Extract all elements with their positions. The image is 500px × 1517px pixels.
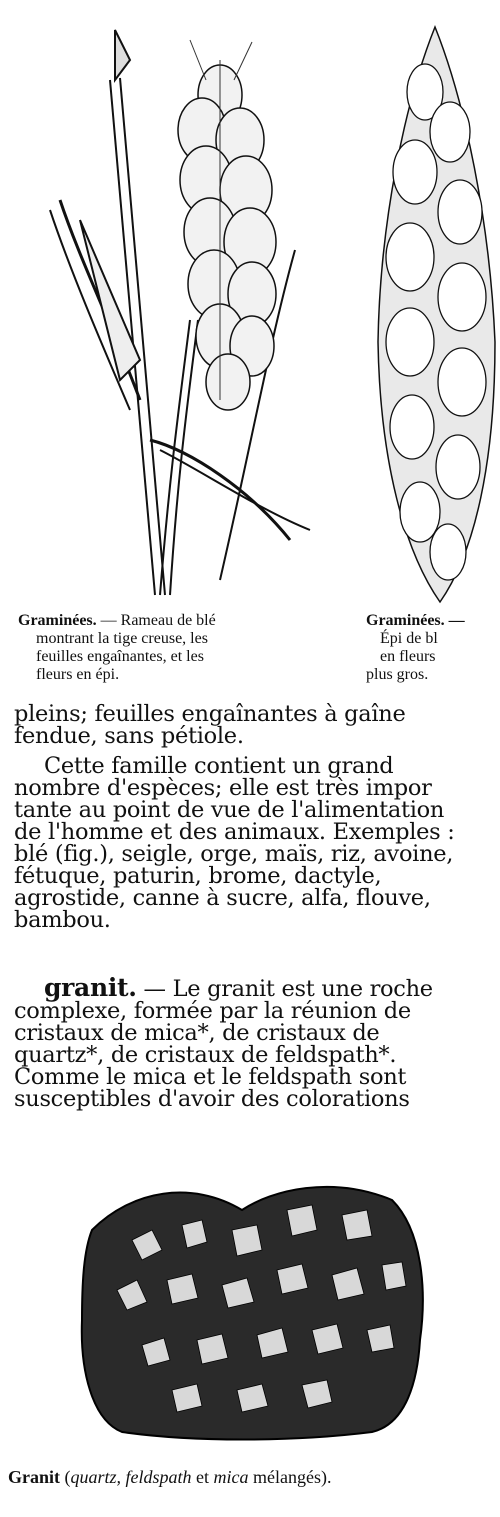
text-line: cristaux de mica*, de cristaux de xyxy=(14,1020,380,1046)
paren: ( xyxy=(64,1467,71,1487)
text-line: blé (fig.), seigle, orge, maïs, riz, avoine, xyxy=(14,841,454,867)
text-line: Cette famille contient un grand xyxy=(44,753,394,779)
headword-granit: granit. xyxy=(44,973,137,1002)
entry-granit xyxy=(14,973,500,1112)
caption-line: montrant la tige creuse, les xyxy=(36,630,208,647)
text-line: bambou. xyxy=(14,907,111,933)
text-line: susceptibles d'avoir des colorations xyxy=(14,1086,410,1112)
caption-line: plus gros. xyxy=(366,666,429,683)
caption-word: mélangés). xyxy=(253,1467,332,1487)
caption-line: en fleurs xyxy=(380,648,436,665)
text-line: fétuque, paturin, brome, dactyle, xyxy=(14,863,382,889)
caption-wheat-branch xyxy=(18,612,338,684)
caption-line: feuilles engaînantes, et les xyxy=(36,648,204,665)
paragraph-family xyxy=(14,755,500,931)
text-line: quartz*, de cristaux de feldspath*. xyxy=(14,1042,397,1068)
caption-term: Graminées. — xyxy=(366,612,465,629)
text-line: pleins; feuilles engaînantes à gaîne xyxy=(14,701,406,727)
caption-word: mica xyxy=(213,1467,249,1487)
text-line: agrostide, canne à sucre, alfa, flouve, xyxy=(14,885,431,911)
caption-granit xyxy=(8,1467,331,1488)
text-line: nombre d'espèces; elle est très impor xyxy=(14,775,432,801)
caption-line: Épi de bl xyxy=(380,630,438,647)
text-line: tante au point de vue de l'alimentation xyxy=(14,797,445,823)
caption-term: Granit xyxy=(8,1467,60,1487)
granite-illustration xyxy=(72,1170,432,1445)
wheat-branch-illustration xyxy=(20,20,340,605)
text-line: complexe, formée par la réunion de xyxy=(14,998,411,1024)
text-line: de l'homme et des animaux. Exemples : xyxy=(14,819,455,845)
caption-word: feldspath xyxy=(125,1467,192,1487)
caption-word: et xyxy=(196,1467,210,1487)
caption-line: — Rameau de blé xyxy=(100,612,216,629)
caption-wheat-ear xyxy=(366,612,500,684)
wheat-ear-illustration xyxy=(370,22,500,607)
text-line: fendue, sans pétiole. xyxy=(14,723,244,749)
caption-word: quartz, xyxy=(70,1467,122,1487)
text-line: — Le granit est une roche xyxy=(143,976,433,1002)
paragraph-continuation xyxy=(14,703,500,747)
caption-term: Graminées. xyxy=(18,612,97,629)
text-line: Comme le mica et le feldspath sont xyxy=(14,1064,407,1090)
caption-line: fleurs en épi. xyxy=(36,666,120,683)
